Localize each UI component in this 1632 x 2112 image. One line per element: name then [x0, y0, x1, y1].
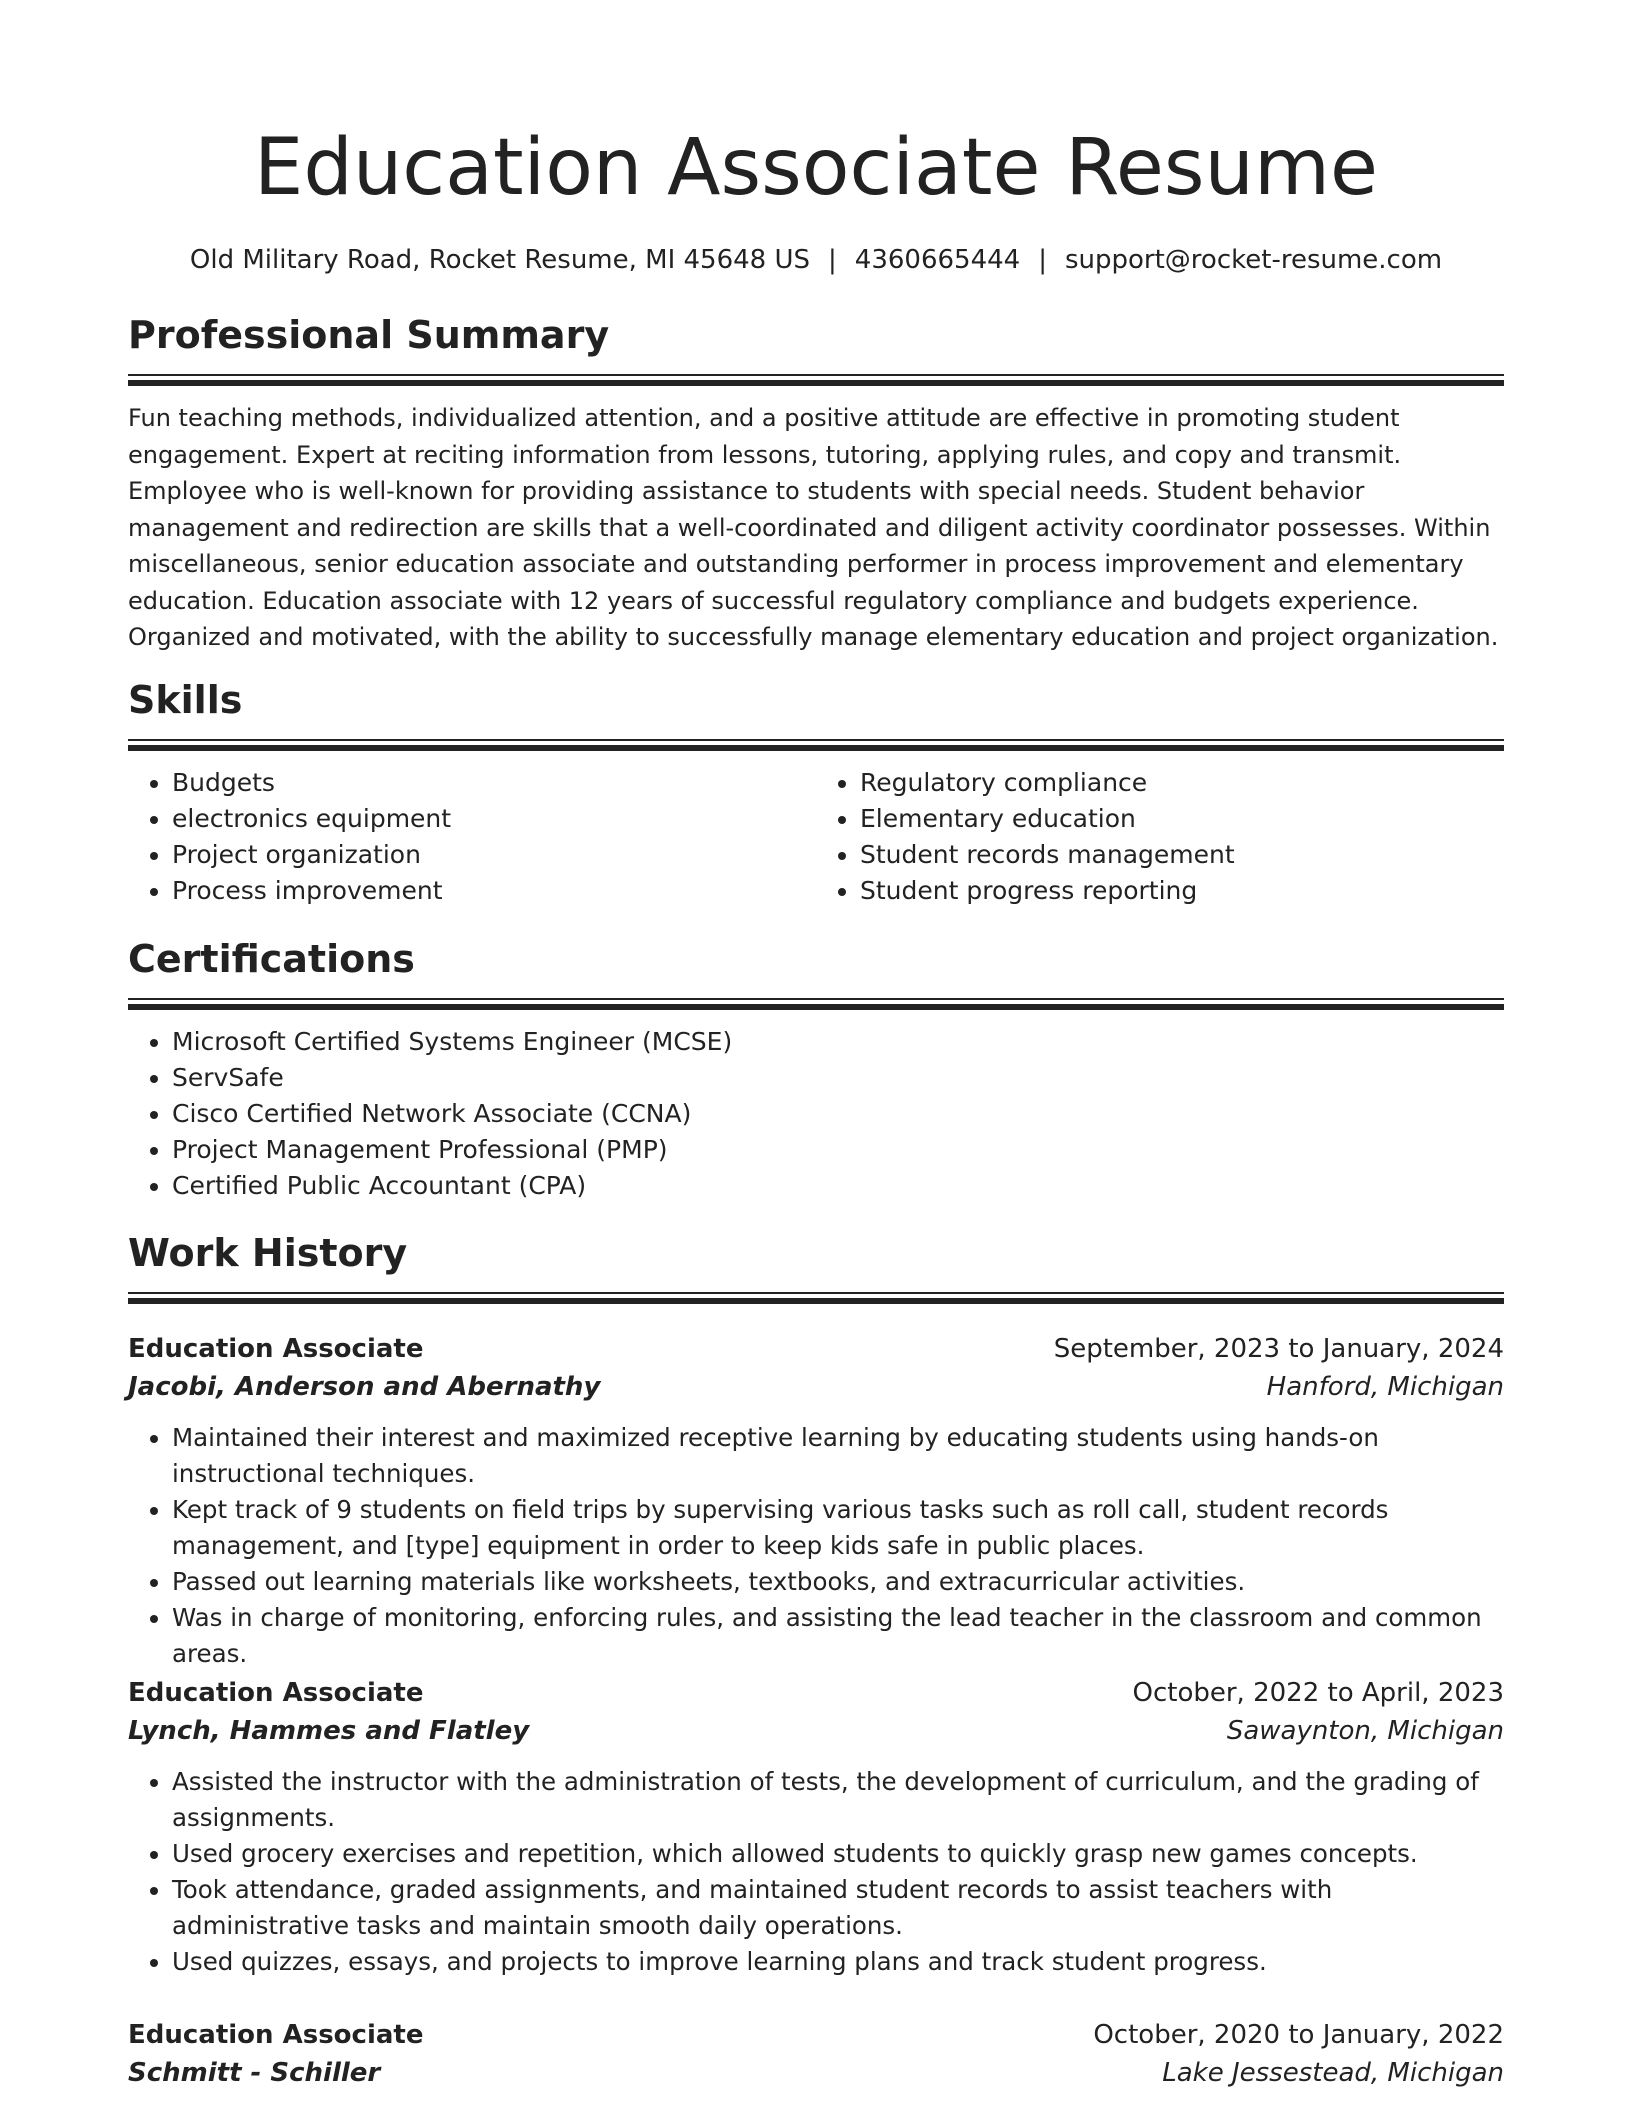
job-title: Education Associate: [128, 1334, 424, 1364]
skill-item: • Student records management: [860, 837, 1504, 873]
certifications-section: [128, 934, 1504, 1204]
certification-item: • Project Management Professional (PMP): [172, 1132, 1504, 1168]
job-bullets: [128, 1764, 1504, 1980]
work-history-heading: Work History: [128, 1231, 408, 1275]
skills-list-right: [816, 765, 1504, 909]
job-bullet: • Was in charge of monitoring, enforcing rules, and assisting the lead teacher in the classroom and common areas.: [172, 1600, 1504, 1672]
job-bullet: • Maintained their interest and maximized receptive learning by educating students using hands-on instructional techniques.: [172, 1420, 1504, 1492]
job-company: Jacobi, Anderson and Abernathy: [128, 1372, 601, 1402]
contact-separator: |: [828, 245, 837, 275]
job-title: Education Associate: [128, 1678, 424, 1708]
job-dates: October, 2022 to April, 2023: [1132, 1678, 1504, 1708]
skill-item: • Project organization: [172, 837, 816, 873]
skill-item: • Regulatory compliance: [860, 765, 1504, 801]
job-entry: [128, 1330, 1504, 1672]
job-bullets: [128, 1420, 1504, 1672]
skills-section: [128, 675, 1504, 909]
certification-item: • Microsoft Certified Systems Engineer (MCSE): [172, 1024, 1504, 1060]
contact-phone: 4360665444: [854, 245, 1021, 275]
skill-item: • electronics equipment: [172, 801, 816, 837]
work-history-section: [128, 1228, 1504, 1304]
section-divider: [128, 739, 1504, 751]
summary-heading: Professional Summary: [128, 313, 610, 357]
job-dates: September, 2023 to January, 2024: [1053, 1334, 1504, 1364]
job-dates: October, 2020 to January, 2022: [1093, 2020, 1504, 2050]
certifications-heading: Certifications: [128, 937, 415, 981]
job-bullet: • Took attendance, graded assignments, and maintained student records to assist teachers with administrative tasks and maintain smooth daily operations.: [172, 1872, 1504, 1944]
summary-text: Fun teaching methods, individualized attention, and a positive attitude are effective in promoting student engagement. Expert at reciting information from lessons, tutoring, applying rules, and copy and transmit. Employee who is well-known for providing assistance to students with special needs. Student behavior management and redirection are skills that a well-coordinated and diligent activity coordinator possesses. Within miscellaneous, senior education associate and outstanding performer in process improvement and elementary education. Education associate with 12 years of successful regulatory compliance and budgets experience. Organized and motivated, with the ability to successfully manage elementary education and project organization.: [128, 404, 1499, 651]
skill-item: • Student progress reporting: [860, 873, 1504, 909]
job-company: Schmitt - Schiller: [128, 2058, 381, 2088]
certifications-list: [128, 1024, 1504, 1204]
job-bullet: • Passed out learning materials like worksheets, textbooks, and extracurricular activities.: [172, 1564, 1504, 1600]
job-bullet: • Assisted the instructor with the administration of tests, the development of curriculum, and the grading of assignments.: [172, 1764, 1504, 1836]
skill-item: • Budgets: [172, 765, 816, 801]
contact-email[interactable]: support@rocket-resume.com: [1064, 245, 1443, 275]
section-divider: [128, 1292, 1504, 1304]
section-divider: [128, 998, 1504, 1010]
certification-item: • Cisco Certified Network Associate (CCNA): [172, 1096, 1504, 1132]
skills-heading: Skills: [128, 678, 243, 722]
section-divider: [128, 374, 1504, 386]
skills-list-left: [128, 765, 816, 909]
skill-item: • Process improvement: [172, 873, 816, 909]
contact-separator: |: [1038, 245, 1047, 275]
job-location: Sawaynton, Michigan: [1226, 1716, 1504, 1746]
job-bullet: • Used quizzes, essays, and projects to improve learning plans and track student progress.: [172, 1944, 1504, 1980]
job-title: Education Associate: [128, 2020, 424, 2050]
job-entry: [128, 1674, 1504, 1980]
resume-title: Education Associate Resume: [254, 123, 1378, 213]
summary-section: [128, 310, 1504, 656]
contact-address: Old Military Road, Rocket Resume, MI 45648 US: [189, 245, 811, 275]
certification-item: • ServSafe: [172, 1060, 1504, 1096]
job-company: Lynch, Hammes and Flatley: [128, 1716, 530, 1746]
job-location: Hanford, Michigan: [1266, 1372, 1504, 1402]
job-bullet: • Used grocery exercises and repetition, which allowed students to quickly grasp new games concepts.: [172, 1836, 1504, 1872]
certification-item: • Certified Public Accountant (CPA): [172, 1168, 1504, 1204]
skills-columns: [128, 765, 1504, 909]
job-location: Lake Jessestead, Michigan: [1162, 2058, 1504, 2088]
skill-item: • Elementary education: [860, 801, 1504, 837]
job-bullet: • Kept track of 9 students on field trips by supervising various tasks such as roll call, student records management, and [type] equipment in order to keep kids safe in public places.: [172, 1492, 1504, 1564]
job-entry: [128, 2016, 1504, 2092]
contact-line: [128, 242, 1504, 278]
